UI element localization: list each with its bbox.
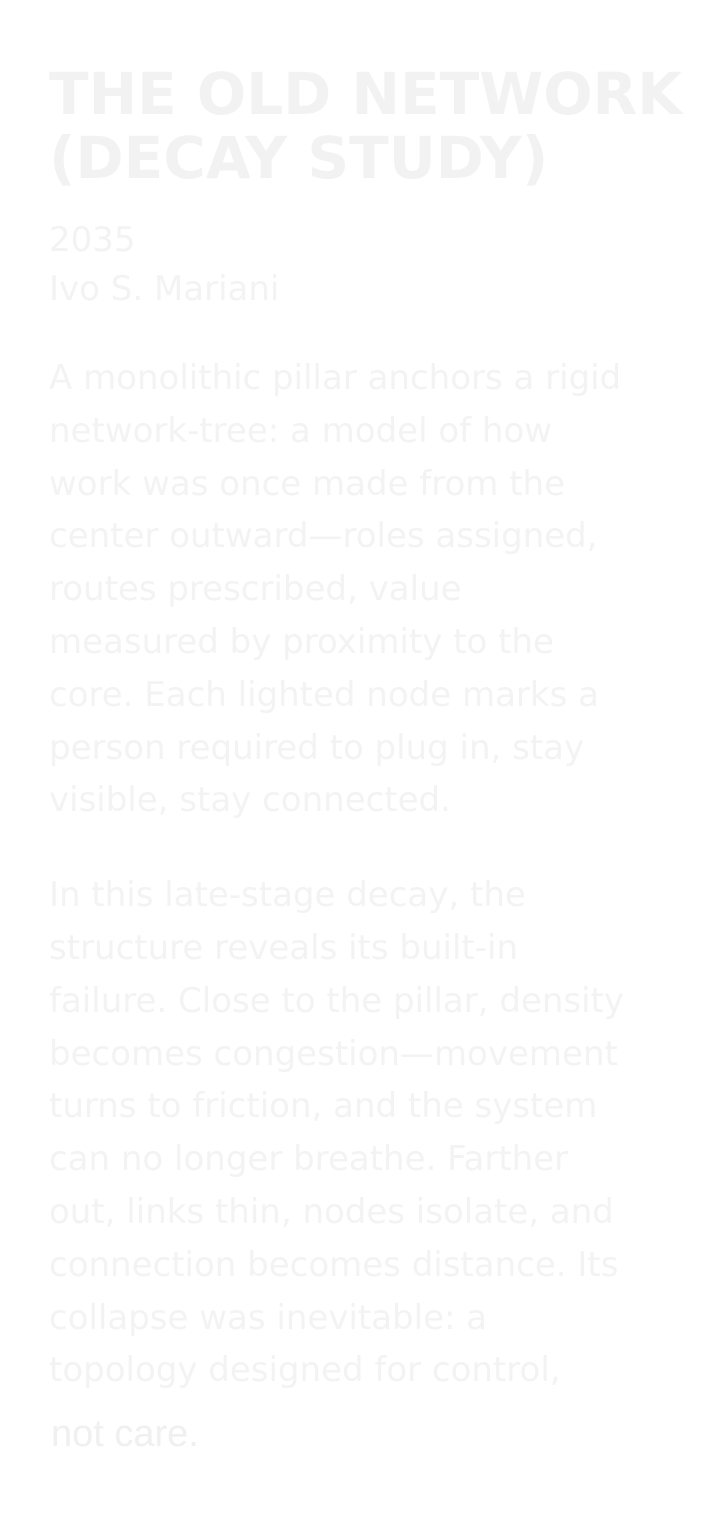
description-paragraph-1 xyxy=(49,352,689,827)
artwork-meta xyxy=(49,216,689,314)
text-line: network-tree: a model of how xyxy=(49,410,553,451)
closing-text: not care. xyxy=(51,1413,199,1456)
text-line: center outward—roles assigned, xyxy=(49,516,598,557)
text-line: A monolithic pillar anchors a rigid xyxy=(49,358,622,398)
text-line: can no longer breathe. Farther xyxy=(49,1139,569,1180)
description-paragraph-2 xyxy=(49,869,689,1397)
artwork-description-card xyxy=(49,62,689,1460)
text-line: visible, stay connected. xyxy=(49,780,451,821)
artwork-title xyxy=(49,62,689,190)
text-line: turns to friction, and the system xyxy=(49,1086,598,1127)
text-line: structure reveals its built-in xyxy=(49,927,519,968)
text-line: routes prescribed, value xyxy=(49,569,462,610)
text-line: becomes congestion—movement xyxy=(49,1033,618,1074)
text-line: out, links thin, nodes isolate, and xyxy=(49,1191,614,1232)
text-line: core. Each lighted node marks a xyxy=(49,674,599,715)
title-line: (DECAY STUDY) xyxy=(49,124,549,192)
artwork-author: Ivo S. Mariani xyxy=(49,269,280,309)
text-line: topology designed for control, xyxy=(49,1350,561,1391)
text-line: connection becomes distance. Its xyxy=(49,1244,619,1285)
text-line: In this late-stage decay, the xyxy=(49,875,526,916)
text-line: work was once made from the xyxy=(49,463,566,504)
text-line: failure. Close to the pillar, density xyxy=(49,980,624,1021)
text-line: person required to plug in, stay xyxy=(49,727,585,768)
artwork-year: 2035 xyxy=(49,220,136,260)
text-line: collapse was inevitable: a xyxy=(49,1297,488,1338)
title-line: THE OLD NETWORK xyxy=(49,60,683,128)
text-line: measured by proximity to the xyxy=(49,621,554,662)
